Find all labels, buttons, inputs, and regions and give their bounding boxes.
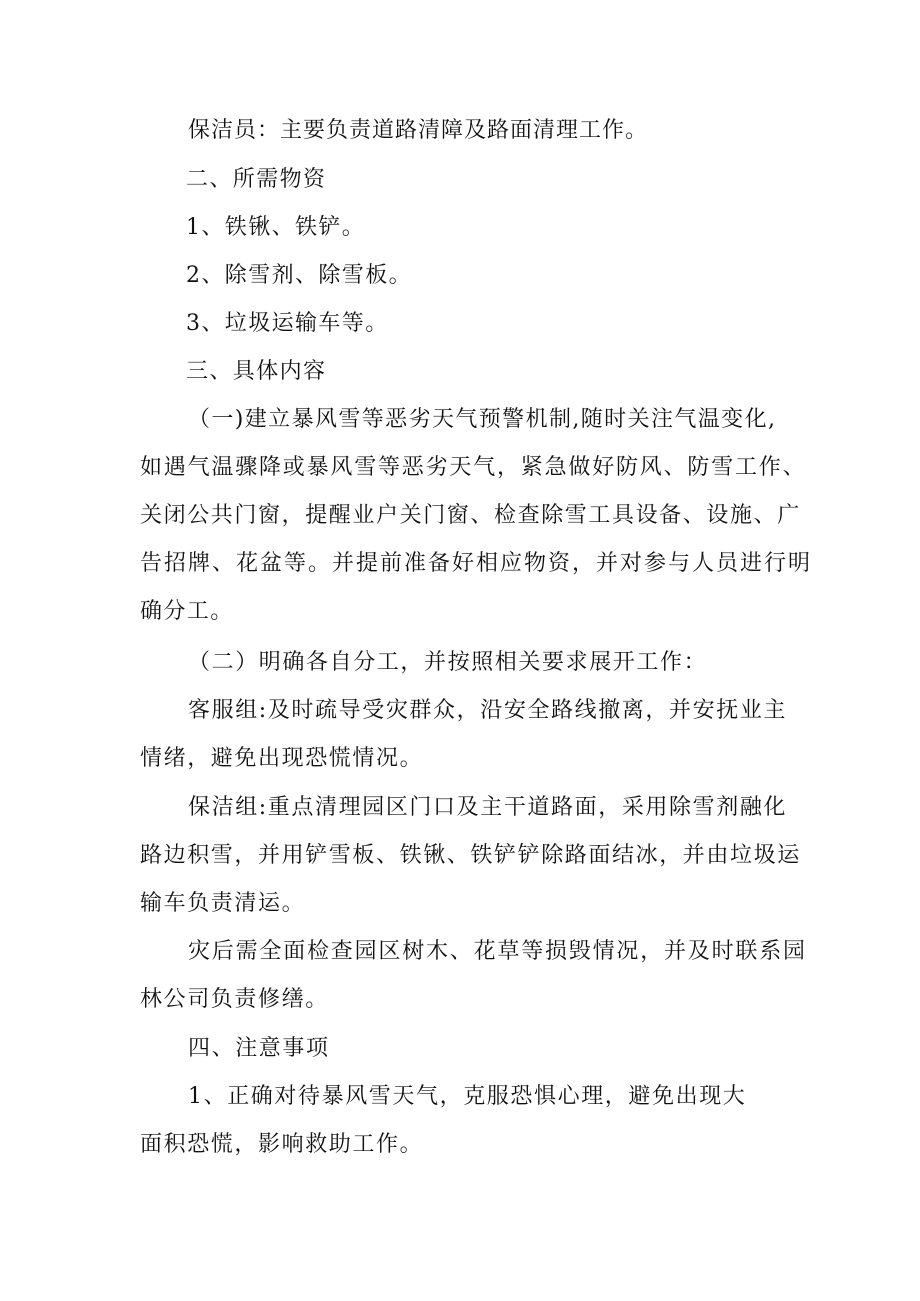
section-heading-content: 三、具体内容 — [186, 359, 327, 384]
section-heading-materials: 二、所需物资 — [186, 167, 327, 192]
list-item-material-2: 2、除雪剂、除雪板。 — [186, 263, 412, 288]
paragraph-post-disaster-line-2: 林公司负责修缮。 — [140, 987, 329, 1012]
paragraph-service-line-2: 情绪，避免出现恐慌情况。 — [140, 746, 424, 771]
paragraph-post-disaster-line-1: 灾后需全面检查园区树木、花草等损毁情况，并及时联系园 — [188, 939, 807, 964]
list-item-material-1: 1、铁锹、铁铲。 — [186, 215, 366, 240]
paragraph-cleaning-line-3: 输车负责清运。 — [140, 891, 306, 916]
paragraph-service-line-1: 客服组:及时疏导受灾群众，沿安全路线撤离，并安抚业主 — [188, 698, 788, 723]
paragraph-warning-line-4: 告招牌、花盆等。并提前准备好相应物资，并对参与人员进行明 — [140, 551, 813, 576]
paragraph-warning-line-5: 确分工。 — [140, 599, 234, 624]
list-item-note-1-line-1: 1、正确对待暴风雪天气，克服恐惧心理，避免出现大 — [188, 1084, 747, 1109]
paragraph-warning-line-1: （一)建立暴风雪等恶劣天气预警机制,随时关注气温变化, — [188, 407, 777, 432]
paragraph-cleaning-line-1: 保洁组:重点清理园区门口及主干道路面，采用除雪剂融化 — [188, 795, 788, 820]
list-item-note-1-line-2: 面积恐慌，影响救助工作。 — [140, 1132, 424, 1157]
paragraph-warning-line-3: 关闭公共门窗，提醒业户关门窗、检查除雪工具设备、设施、广 — [140, 503, 801, 528]
paragraph-cleaning-line-2: 路边积雪，并用铲雪板、铁锹、铁铲铲除路面结冰，并由垃圾运 — [140, 843, 801, 868]
paragraph-warning-line-2: 如遇气温骤降或暴风雪等恶劣天气，紧急做好防风、防雪工作、 — [140, 455, 807, 480]
paragraph-cleaner-duty: 保洁员：主要负责道路清障及路面清理工作。 — [188, 118, 649, 143]
paragraph-division-heading: （二）明确各自分工，并按照相关要求展开工作： — [188, 650, 708, 675]
list-item-material-3: 3、垃圾运输车等。 — [186, 311, 389, 336]
section-heading-notes: 四、注意事项 — [188, 1036, 330, 1061]
